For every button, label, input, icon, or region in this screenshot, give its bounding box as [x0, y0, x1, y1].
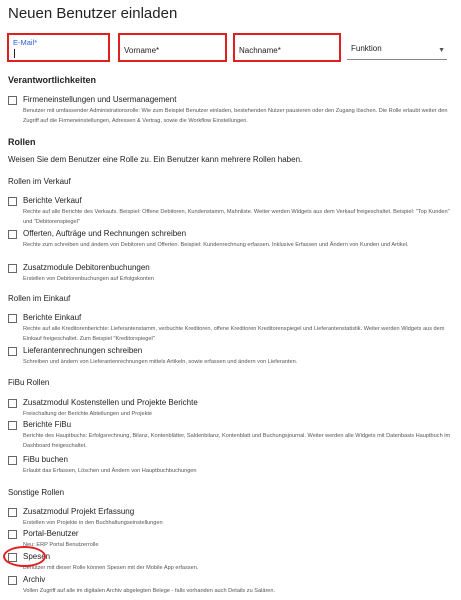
highlight-circle — [3, 546, 46, 567]
roles-heading: Rollen — [8, 137, 36, 147]
purchase-roles-heading: Rollen im Einkauf — [8, 294, 71, 303]
option-description: Neu: ERP Portal Benutzerrolle — [23, 542, 99, 548]
option-description: Erlaubt das Erfassen, Löschen und Ändern von Hauptbuchbuchungen — [23, 468, 197, 474]
function-select[interactable] — [347, 39, 447, 60]
option-title: Lieferantenrechnungen schreiben — [23, 346, 143, 355]
responsibilities-heading: Verantwortlichkeiten — [8, 75, 97, 85]
sales-roles-heading: Rollen im Verkauf — [8, 177, 71, 186]
option-title: Berichte Verkauf — [23, 196, 82, 205]
option-description: Erstellen von Debitorenbuchungen auf Erfolgskonten — [23, 276, 154, 282]
checkbox[interactable] — [8, 314, 17, 323]
option-title: Portal-Benutzer — [23, 529, 79, 538]
option-description: Vollen Zugriff auf alle im digitalen Archiv abgelegten Belege - falls vorhanden auch Details zu Salären. — [23, 588, 276, 594]
option-title: Berichte Einkauf — [23, 313, 82, 322]
option-title: Zusatzmodule Debitorenbuchungen — [23, 263, 150, 272]
function-placeholder: Funktion — [351, 44, 382, 53]
checkbox[interactable] — [8, 456, 17, 465]
first-name-placeholder: Vorname* — [124, 46, 160, 55]
checkbox[interactable] — [8, 508, 17, 517]
fibu-roles-heading: FiBu Rollen — [8, 378, 50, 387]
checkbox[interactable] — [8, 347, 17, 356]
option-title: FiBu buchen — [23, 455, 68, 464]
text-cursor — [14, 49, 15, 58]
option-title: Archiv — [23, 575, 46, 584]
option-description: Benutzer mit dieser Rolle können Spesen mit der Mobile App erfassen. — [23, 565, 199, 571]
option-description: Rechte zum schreiben und ändern von Debitoren und Offerten. Beispiel: Kundenrechnung erfassen. Inklusive Erfassen und Ändern von Kunden und Artikel. — [23, 242, 409, 248]
option-description: Rechte auf alle Berichte des Verkaufs. Beispiel: Offene Debitoren, Kundenstamm, Mahnliste. Weiter werden Widgets aus dem Verkauf freigeschaltet. Beispiel: "Top Kunden" und "Debitorenspiegel" — [23, 209, 450, 225]
checkbox[interactable] — [8, 576, 17, 585]
checkbox[interactable] — [8, 530, 17, 539]
email-field[interactable] — [7, 33, 110, 62]
other-roles-heading: Sonstige Rollen — [8, 488, 65, 497]
option-title: Spesen — [23, 552, 51, 561]
option-description: Benutzer mit umfassender Administrationsrolle: Wie zum Beispiel Benutzer einladen, bestehenden Nutzer pausieren oder den Zugang löschen. Die Rolle erlaubt weiter den Zugriff auf die Firmeneinstellungen, Adressen & Vertrag, sowie die Workflow Einstellungen. — [23, 108, 448, 124]
option-title: Zusatzmodul Projekt Erfassung — [23, 507, 135, 516]
checkbox[interactable] — [8, 264, 17, 273]
checkbox[interactable] — [8, 421, 17, 430]
first-name-field[interactable] — [118, 33, 227, 62]
checkbox[interactable] — [8, 399, 17, 408]
email-label: E-Mail* — [13, 38, 38, 47]
page-title: Neuen Benutzer einladen — [8, 5, 178, 22]
option-description: Schreiben und ändern von Lieferantenrechnungen mittels Artikeln, sowie erfassen und ändern von Lieferanten. — [23, 359, 298, 365]
checkbox[interactable] — [8, 197, 17, 206]
option-title: Berichte FiBu — [23, 420, 72, 429]
option-description: Rechte auf alle Kreditorenberichte: Lieferantenstamm, verbuchte Kreditoren, offene Kreditoren Kreditorenspiegel und Lieferantenstatistik. Weiter werden Widgets aus dem Einkauf freigeschaltet. Zum Beispiel "Kreditorspiegel" — [23, 326, 445, 342]
option-title: Firmeneinstellungen und Usermanagement — [23, 95, 177, 104]
checkbox[interactable] — [8, 230, 17, 239]
option-description: Berichte des Hauptbuchs: Erfolgsrechnung, Bilanz, Kontenblätter, Saldenbilanz, Kontenblatt und Buchungsjournal. Weiter werden alle Widgets mit Datenbasis Hauptbuch im Dashboard freigeschaltet. — [23, 433, 451, 449]
last-name-placeholder: Nachname* — [239, 46, 281, 55]
roles-intro: Weisen Sie dem Benutzer eine Rolle zu. Ein Benutzer kann mehrere Rollen haben. — [8, 155, 303, 164]
chevron-down-icon: ▼ — [438, 47, 445, 54]
checkbox[interactable] — [8, 96, 17, 105]
option-title: Offerten, Aufträge und Rechnungen schreiben — [23, 229, 187, 238]
option-description: Erstellen von Projekte in den Buchhaltungseinstellungen — [23, 520, 163, 526]
option-title: Zusatzmodul Kostenstellen und Projekte Berichte — [23, 398, 198, 407]
last-name-field[interactable] — [233, 33, 341, 62]
option-description: Freischaltung der Berichte Abteilungen und Projekte — [23, 411, 153, 417]
